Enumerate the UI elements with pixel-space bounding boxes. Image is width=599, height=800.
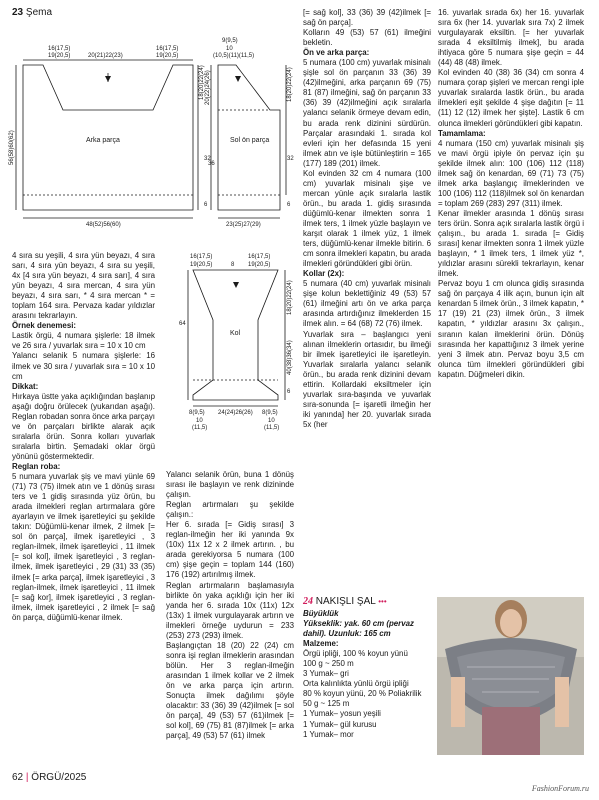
dim-label: 48(52)56(60) <box>86 222 121 228</box>
page-number: 62 <box>12 772 24 783</box>
material-line: 1 Yumak– gül kurusu <box>303 719 377 729</box>
subheading: Reglan roba: <box>12 461 61 471</box>
paragraph: 4 sıra su yeşili, 4 sıra yün beyazı, 4 sıra sarı, 4 sıra yün beyazı, 4 sıra su yeşili, 4x [4 sıra yün beyazı, 4 sıra sarı], 4 sıra yün beyazı, 4 sıra mercan, 4 sıra yün beyazı, 4 sıra sarı, * 4 sıra mercan * = toplam 164 sıra. Pervaza kadar yıldızlar arasını tekrarlayın. <box>12 251 155 321</box>
paragraph: Yalancı selanik örün, buna 1 dönüş sırası ile başlayın ve renk dizininde çalışın. <box>166 470 294 500</box>
dim-label: 19(20,5) <box>156 53 179 59</box>
dim-label: 10 <box>226 46 233 52</box>
dim-label: 23(25)27(29) <box>226 222 261 228</box>
section-label: Şema <box>25 7 53 18</box>
paragraph: 5 numara (100 cm) yuvarlak misinalı şişle sol ön parçanın 33 (36) 39 (42)ilmeğini, arka parçanın 69 (75) 81 (87) ilmeğini, sağ ön parçanın 33 (36) 39 (42)ilmeğini açık sıralarla yalancı selanik örmeye devam edin, bu arada renk dizinini sürdürün. Parçalar arasındaki 1. sırada kol evleri için her defasında 15 yeni ilmek atın ve işle bütünleştirin = 165 (177) 189 (201) ilmek. <box>303 58 431 168</box>
dim-label: 56(58)60(62) <box>9 130 15 165</box>
dim-label: 10 <box>196 418 203 424</box>
direction-arrow-icon <box>105 76 111 82</box>
direction-arrow-icon <box>233 282 239 288</box>
column-3 <box>303 8 431 430</box>
footer-separator: | <box>25 772 29 783</box>
paragraph: Kolların 49 (53) 57 (61) ilmeğini bekletin. <box>303 28 431 48</box>
shawl-level: Büyüklük <box>303 609 339 618</box>
difficulty-dots: ••• <box>378 597 387 606</box>
paragraph: Yalancı selanik 5 numara şişlerle: 16 ilmek ve 30 sıra / yuvarlak sıra = 10 x 10 cm <box>12 351 155 381</box>
section-header <box>12 7 52 18</box>
dim-label: 16(17,5) <box>48 46 71 52</box>
column-2 <box>166 470 294 741</box>
paragraph: 5 numara yuvarlak şiş ve mavi yünle 69 (71) 73 (75) ilmek atın ve 1 dönüş sırası ters ve 1 gidiş sırasında yüz örün, bu arada ilmekleri reglan artırmalara göre ayarlayın ve ilmek işaretleyici şu şekilde takın: Düğümlü-kenar ilmek, 2 ilmek [= sol ön parça], ilmek işaretleyici , 3 reglan-ilmek, ilmek işaretleyici , 11 ilmek [= sol kol], ilmek işaretleyici , 3 reglan-ilmek, ilmek işaretleyici , 29 (31) 33 (35) ilmek [= arka parça], ilmek işaretleyici , 3 reglan-ilmek, ilmek işaretleyici , 11 ilmek [= sağ kor], ilmek işaretleyici , 3 reglan-ilmek, ilmek işaretleyici , 2 ilmek [= sağ ön parça, düğümlü-kenar ilmek. <box>12 472 155 622</box>
dim-label: 10 <box>268 418 275 424</box>
dim-label: 32 <box>204 156 211 162</box>
material-line: 50 g ~ 125 m <box>303 699 350 709</box>
shawl-name: NAKIŞLI ŞAL <box>315 596 376 607</box>
subheading: Ön ve arka parça: <box>303 48 370 58</box>
material-line: 80 % koyun yünü, 20 % Poliakrilik <box>303 689 422 699</box>
paragraph: [= sağ kol], 33 (36) 39 (42)ilmek [= sağ ön parça]. <box>303 8 431 28</box>
page-footer <box>12 772 86 783</box>
dim-label: 8(9,5) <box>189 410 205 416</box>
paragraph: Her 6. sırada [= Gidiş sırası] 3 reglan-ilmeğin her iki yanında 9x (10x) 11x 12 x 2 ilmek artırın. , bu arada gerekiyorsa 5 numara (100 cm) şişe geçin = toplam 144 (160) 176 (192) artırılmış ilmek. <box>166 520 294 580</box>
dim-label: 18(20)22(24) <box>287 67 293 102</box>
dim-label: 16(17,5) <box>248 254 271 260</box>
material-line: 1 Yumak– mor <box>303 729 354 739</box>
piece-label: Arka parça <box>86 137 120 144</box>
dim-label: (11,5) <box>264 425 280 431</box>
subheading: Tamamlama: <box>438 128 486 138</box>
material-line: Örgü ipliği, 100 % koyun yünü <box>303 649 408 659</box>
paragraph: 4 numara (150 cm) yuvarlak misinalı şiş ve mavi örgü ipiyle ön pervaz için şu şekilde ilmek alın: 100 (106) 112 (118) ilmek sağ ön kenardan, 69 (71) 73 (75) ilmek arka başlangıç ilmeklerinden ve 100 (106) 112 (118)ilmek sol ön kenardan = toplam 269 (283) 297 (311) ilmek. <box>438 138 584 208</box>
paragraph: Başlangıçtan 18 (20) 22 (24) cm sonra işi reglan ilmeklerin arasından bölün. Her 3 reglan-ilmeğin arasından 1 ilmek kollar ve 2 ilmek ön ve arka parça için artırın. Sonuçta ilmek dağılımı şöyle olacaktır: 33 (36) 39 (42)ilmek [= sol ön parça], 49 (53) 57 (61)ilmek [= sol kol], 69 (75) 81 (87)ilmek [= arka parça], 49 (53) 57 (61) ilmek <box>166 640 294 741</box>
paragraph: Pervaz boyu 1 cm olunca gidiş sırasında sağ ön parçaya 4 ilik açın, bunun için alt kenardan 5 ilmek örün., 3 ilmek kapatın, * 17 (19) 21 (23) ilmek örün., 3 ilmek kapatın, * yıldızlar arasını 3x çalışın., sıranın kalan ilmeklerini örün. Dönüş sırasında her kapattığınız 3 ilmek yerine yeni 3 ilmek atın. Pervaz boyu 3,5 cm olunca tüm ilmekleri göründükleri gibi kapatın. Düğmeleri dikin. <box>438 279 584 379</box>
subheading: Dikkat: <box>12 381 39 391</box>
dim-label: 18(20)22(24) <box>287 280 293 315</box>
dim-label: 16(17,5) <box>190 254 213 260</box>
dim-label: 40(38)36(34) <box>287 340 293 375</box>
watermark-text: FashionForum.ru <box>531 784 589 793</box>
dim-label: 24(24)26(26) <box>218 410 253 416</box>
shawl-number: 24 <box>303 596 313 607</box>
dim-label: 32 <box>287 156 294 162</box>
column-4 <box>438 8 584 380</box>
shawl-size: Yükseklik: yak. 60 cm (pervaz dahil). Uzunluk: 165 cm <box>303 619 414 639</box>
material-line: 3 Yumak– gri <box>303 669 349 679</box>
paragraph: 16. yuvarlak sırada 6x) her 16. yuvarlak sıra 6x (her 14. yuvarlak sıra 7x) 2 ilmek vurgulayarak eksiltin. [= her yuvarlak sırada 4 eksiltilmiş ilmek], bu arada ihtiyaca göre 5 numara şişe geçin = 44 (44) 48 (48) ilmek. <box>438 8 584 68</box>
material-line: Orta kalınlıkta yünlü örgü ipliği <box>303 679 409 689</box>
material-line: 100 g ~ 250 m <box>303 659 354 669</box>
paragraph: Kenar ilmekler arasında 1 dönüş sırası ters örün. Sonra açık sıralarla lastik örgü i çalışın., bu arada 1. sırada [= Gidiş sırası] kenar ilmekten sonra 1 ilmek yüzle başlayın, * 1 ilmek ters, 1 ilmek yüz *, yıldızlar arasını sürekli tekrarlayın, kenar ilmek. <box>438 208 584 279</box>
dim-label: 64 <box>179 321 186 327</box>
dim-label: 16(17,5) <box>156 46 179 52</box>
dim-label: 8(9,5) <box>262 410 278 416</box>
paragraph: Yuvarlak sıra – başlangıcı yeni alınan ilmeklerin ortasıdır, bu ilmeği bir ilmek işaretleyici ile işaretleyin. Yuvarlak sıralarla yalancı selanik örün., bu arada renk dizinini devam ettirin. Kollardaki eksiltmeler için yuvarlak sıra-başında ve yuvarlak sıra-sonunda [= işaretli ilmeğin her iki yanında] her 20. yuvarlak sırada 5x (her <box>303 329 431 429</box>
dim-label: 19(20,5) <box>48 53 71 59</box>
dim-label: 6 <box>287 389 291 395</box>
subheading: Örnek denemesi: <box>12 321 77 331</box>
paragraph: Kol evinden 40 (38) 36 (34) cm sonra 4 numara çorap şişleri ve mercan rengi iple yuvarlak sıralarda lastik örün., bu arada ilmekleri eşit şekilde 4 şişe dağıtın [= 11 (11) 12 (12) ilmek her şişte]. Lastik 6 cm olunca ilmekleri göründükleri gibi kapatın. <box>438 68 584 128</box>
paragraph: Hırkaya üstte yaka açıklığından başlanıp aşağı doğru örülecek (yukarıdan aşağı). Reglan robadan sonra önce arka parçayı ve ön parçaları birlikte alarak açık sıralarla örün. Sonra kolları yuvarlak sıralarla birtin. Şemadaki oklar örgü yönünü göstermektedir. <box>12 391 155 461</box>
dim-label: 19(20,5) <box>190 262 213 268</box>
shawl-details <box>303 609 433 740</box>
subheading: Kollar (2x): <box>303 269 345 279</box>
dim-label: 8 <box>231 262 235 268</box>
dim-label: 6 <box>287 202 291 208</box>
dim-label: 19(20,5) <box>248 262 271 268</box>
shawl-title <box>303 596 431 608</box>
dim-label: 6 <box>204 202 208 208</box>
dim-label: 18(20)22(24) <box>199 65 205 100</box>
magazine-name: ÖRGÜ/2025 <box>31 772 87 783</box>
dim-label: 20(21)22(23) <box>88 53 123 59</box>
section-number: 23 <box>12 7 24 18</box>
dim-label: 9(9,5) <box>222 38 238 44</box>
direction-arrow-icon <box>235 76 241 82</box>
dim-label: 20(22)24(26) <box>205 70 211 105</box>
paragraph: Kol evinden 32 cm 4 numara (100 cm) yuvarlak misinalı şişe ve mercan yünle açık sıralarla lastik örün., bu arada 1. gidiş sırasında düğümlü-kenar ilmekten sonra 1 ilmek ters, 1 ilmek yüzle başlayın ve karşıt olarak 1 ilmek yüz, 1 ilmek ters, düğümlü-kenar ilmekle bitirin. 6 cm sonra ilmekleri kapatın, bu arada ilmekleri göründükleri gibi örün. <box>303 168 431 269</box>
dim-label: (10,5)(11)(11,5) <box>213 53 255 59</box>
piece-label: Sol ön parça <box>230 137 270 144</box>
dim-label: (11,5) <box>192 425 208 431</box>
dim-label: 36 <box>208 161 215 167</box>
shawl-photo <box>437 597 584 755</box>
material-line: 1 Yumak– yosun yeşili <box>303 709 381 719</box>
paragraph: Reglan artırmaları şu şekilde çalışın.: <box>166 500 294 520</box>
column-1 <box>12 251 155 623</box>
piece-label: Kol <box>230 330 241 337</box>
paragraph: Reglan artırmaların başlamasıyla birlikte ön yaka açıklığı için her iki yanda her 6. sırada 10x (11x) 12x (13x) 1 ilmek vurgulayarak artırın ve ilmekleri örneğe uydurun = 233 (253) 273 (293) ilmek. <box>166 580 294 640</box>
materials-heading: Malzeme: <box>303 639 339 649</box>
sleeve-diagram <box>188 270 285 406</box>
paragraph: 5 numara (40 cm) yuvarlak misinalı şişe kolun beklettiğiniz 49 (53) 57 (61) ilmeğini artı ön ve arka parça arasında artırdığınız ilmeklerden 15 ilmek alın. = 64 (68) 72 (76) ilmek. <box>303 279 431 329</box>
paragraph: Lastik örgü, 4 numara şişlerle: 18 ilmek ve 26 sıra / yuvarlak sıra = 10 x 10 cm <box>12 331 155 351</box>
